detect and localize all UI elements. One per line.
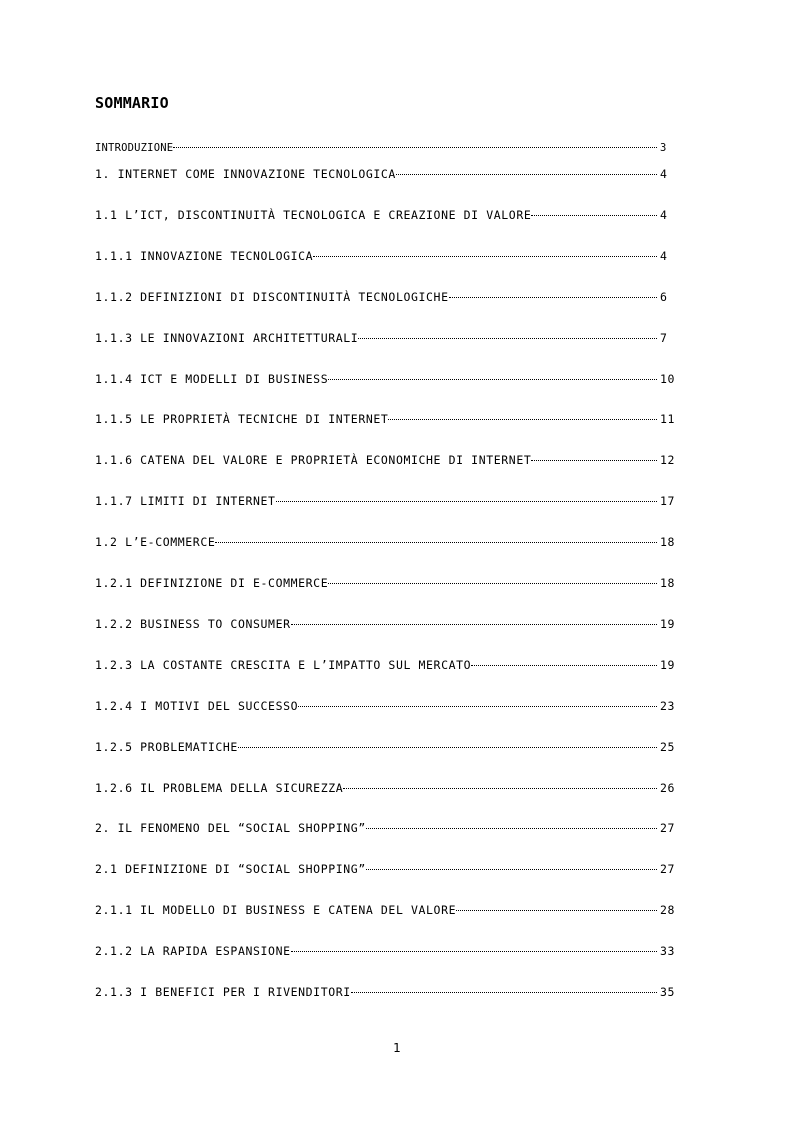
toc-entry[interactable] <box>95 166 680 182</box>
toc-entry-label: 1.1.7 LIMITI DI INTERNET <box>95 494 276 509</box>
dot-leader <box>328 583 657 584</box>
toc-entry-page: 11 <box>660 412 676 427</box>
toc-entry-label: 1.2.3 LA COSTANTE CRESCITA E L’IMPATTO SUL MERCATO <box>95 657 472 672</box>
toc-entry-page: 7 <box>660 330 668 345</box>
toc-entry-label: 1.2.1 DEFINIZIONE DI E-COMMERCE <box>95 576 329 590</box>
toc-entry-label: INTRODUZIONE <box>95 142 174 154</box>
toc-entry-label: 1.2.5 PROBLEMATICHE <box>95 739 238 754</box>
toc-entry[interactable] <box>95 371 680 387</box>
toc-entry-page: 33 <box>660 944 676 959</box>
toc-entry-page: 3 <box>660 142 667 154</box>
dot-leader <box>388 419 657 420</box>
toc-entry[interactable] <box>95 698 680 714</box>
toc-entry[interactable] <box>95 861 680 877</box>
toc-entry-page: 6 <box>660 289 668 304</box>
toc-entry-page: 19 <box>660 657 676 672</box>
dot-leader <box>351 992 657 993</box>
toc-entry-page: 19 <box>660 616 676 631</box>
toc-entry-label: 1. INTERNET COME INNOVAZIONE TECNOLOGICA <box>95 167 396 181</box>
toc-entry-label: 1.1.6 CATENA DEL VALORE E PROPRIETÀ ECONOMICHE DI INTERNET <box>95 453 532 468</box>
toc-entry[interactable] <box>95 411 680 427</box>
toc-entry-label: 1.2.2 BUSINESS TO CONSUMER <box>95 616 291 631</box>
dot-leader <box>531 215 657 216</box>
dot-leader <box>291 624 657 625</box>
toc-entry-page: 12 <box>660 453 676 468</box>
toc-entry-page: 27 <box>660 862 676 877</box>
toc-entry-label: 1.2 L’E-COMMERCE <box>95 535 216 550</box>
toc-entry[interactable] <box>95 534 680 550</box>
toc-title: SOMMARIO <box>95 94 169 112</box>
dot-leader <box>291 951 657 952</box>
dot-leader <box>215 542 657 543</box>
page-number: 1 <box>393 1041 401 1055</box>
toc-entry[interactable] <box>95 616 680 632</box>
toc-entry-page: 17 <box>660 494 676 509</box>
toc-entry-label: 2.1.2 LA RAPIDA ESPANSIONE <box>95 944 291 959</box>
toc-entry-page: 18 <box>660 535 676 550</box>
dot-leader <box>366 869 657 870</box>
toc-entry-page: 4 <box>660 248 668 263</box>
toc-entry-page: 4 <box>660 167 668 181</box>
toc-entry-page: 4 <box>660 207 668 222</box>
toc-entry-page: 35 <box>660 985 676 999</box>
dot-leader <box>531 460 657 461</box>
dot-leader <box>456 910 657 911</box>
toc-entry-label: 2.1.3 I BENEFICI PER I RIVENDITORI <box>95 985 351 999</box>
dot-leader <box>313 256 657 257</box>
dot-leader <box>471 665 657 666</box>
toc-entry[interactable] <box>95 739 680 755</box>
toc-entry-page: 23 <box>660 698 676 713</box>
dot-leader <box>396 174 657 175</box>
dot-leader <box>276 501 657 502</box>
toc-entry[interactable] <box>95 289 680 305</box>
dot-leader <box>343 788 657 789</box>
toc-entry-label: 1.2.6 IL PROBLEMA DELLA SICUREZZA <box>95 780 344 795</box>
toc-entry[interactable] <box>95 493 680 509</box>
toc-entry[interactable] <box>95 207 680 223</box>
dot-leader <box>449 297 657 298</box>
toc-entry[interactable] <box>95 140 680 156</box>
toc-entry-page: 26 <box>660 780 676 795</box>
toc-entry-label: 1.1.3 LE INNOVAZIONI ARCHITETTURALI <box>95 330 359 345</box>
toc-entry-page: 27 <box>660 821 676 836</box>
toc-entry-page: 25 <box>660 739 676 754</box>
toc-entry[interactable] <box>95 780 680 796</box>
toc-entry[interactable] <box>95 657 680 673</box>
dot-leader <box>366 828 657 829</box>
toc-entry[interactable] <box>95 452 680 468</box>
toc-entry-label: 1.1.5 LE PROPRIETÀ TECNICHE DI INTERNET <box>95 412 389 427</box>
toc-entry[interactable] <box>95 330 680 346</box>
toc-entry[interactable] <box>95 943 680 959</box>
toc-entry[interactable] <box>95 248 680 264</box>
toc-entry-label: 1.1.4 ICT E MODELLI DI BUSINESS <box>95 371 329 386</box>
toc-entry-label: 1.1 L’ICT, DISCONTINUITÀ TECNOLOGICA E CREAZIONE DI VALORE <box>95 207 532 222</box>
toc-entry[interactable] <box>95 575 680 591</box>
toc-entry-page: 10 <box>660 371 676 386</box>
toc-entry[interactable] <box>95 902 680 918</box>
toc-entry-label: 2.1.1 IL MODELLO DI BUSINESS E CATENA DEL VALORE <box>95 903 457 918</box>
toc-entry[interactable] <box>95 984 680 1000</box>
toc-entry-label: 1.1.1 INNOVAZIONE TECNOLOGICA <box>95 248 314 263</box>
dot-leader <box>238 747 657 748</box>
dot-leader <box>173 147 657 148</box>
dot-leader <box>328 379 657 380</box>
dot-leader <box>298 706 657 707</box>
toc-entry-label: 2. IL FENOMENO DEL “SOCIAL SHOPPING” <box>95 821 366 836</box>
toc-entry-label: 1.1.2 DEFINIZIONI DI DISCONTINUITÀ TECNOLOGICHE <box>95 289 449 304</box>
toc-entry-label: 1.2.4 I MOTIVI DEL SUCCESSO <box>95 698 299 713</box>
toc-entry[interactable] <box>95 820 680 836</box>
toc-entry-page: 28 <box>660 903 676 918</box>
dot-leader <box>358 338 657 339</box>
toc-entry-page: 18 <box>660 576 676 590</box>
toc-entry-label: 2.1 DEFINIZIONE DI “SOCIAL SHOPPING” <box>95 862 366 877</box>
